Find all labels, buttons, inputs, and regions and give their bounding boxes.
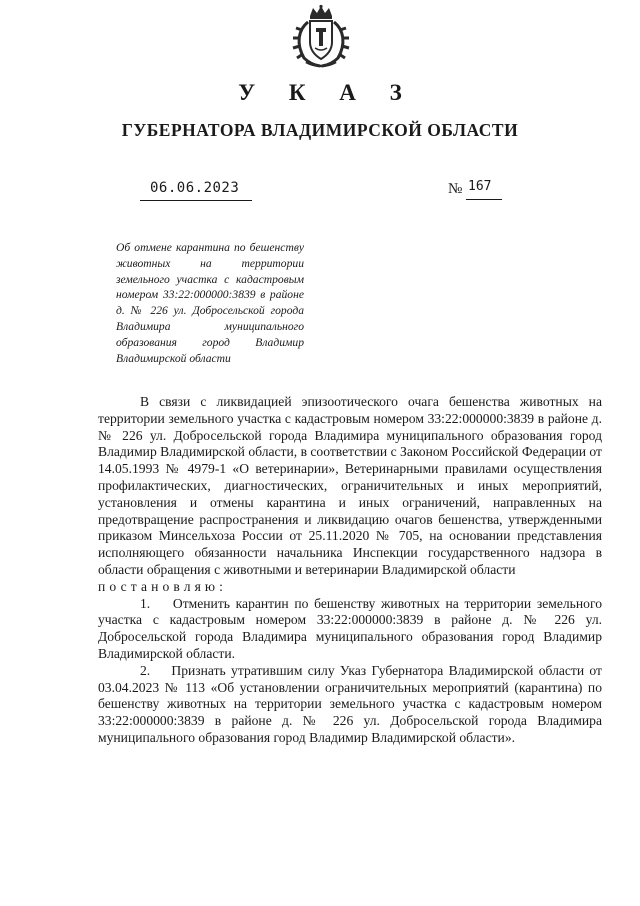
document-body bbox=[98, 394, 602, 747]
item-2-paragraph: 2. Признать утратившим силу Указ Губернатора Владимирской области от 03.04.2023 № 113 «Об установлении ограничительных мероприятий (карантина) по бешенству животных на территории земельного участка с кадастровым номером 33:22:000000:3839 в районе д. № 226 ул. Добросельской города Владимира муниципального образования город Владимир Владимирской области». bbox=[98, 662, 602, 745]
document-subject: Об отмене карантина по бешенству животных на территории земельного участка с кадастровым номером 33:22:000000:3839 в районе д. № 226 ул. Добросельской города Владимира муниципального образования город Владимир Владимирской области bbox=[116, 241, 304, 365]
resolution-text: постановляю: bbox=[98, 578, 228, 594]
number-underline bbox=[466, 199, 502, 200]
item-1-paragraph: 1. Отменить карантин по бешенству животных на территории земельного участка с кадастровым номером 33:22:000000:3839 в районе д. № 226 ул. Добросельской города Владимира муниципального образования город Владимир Владимирской области. bbox=[98, 595, 602, 661]
document-number: 167 bbox=[468, 179, 492, 194]
document-date: 06.06.2023 bbox=[150, 180, 240, 196]
coat-of-arms-icon bbox=[290, 4, 352, 70]
number-label: № bbox=[448, 181, 463, 197]
resolution-word bbox=[98, 579, 602, 596]
date-underline bbox=[140, 200, 252, 201]
document-title: У К А З bbox=[238, 80, 416, 105]
document-subtitle: ГУБЕРНАТОРА ВЛАДИМИРСКОЙ ОБЛАСТИ bbox=[121, 120, 519, 140]
preamble-text: В связи с ликвидацией эпизоотического очага бешенства животных на территории земельного участка с кадастровым номером 33:22:000000:3839 в районе д. № 226 ул. Добросельской города Владимира муниципального образования город Владимир Владимирской области, в соответствии с Законом Российской Федерации от 14.05.1993 № 4979-1 «О ветеринарии», Ветеринарными правилами осуществления профилактических, диагностических, ограничительных и иных мероприятий, установления и отмены карантина и иных ограничений, направленных на предотвращение распространения и ликвидацию очагов бешенства, утвержденными приказом Минсельхоза России от 25.11.2020 № 705, на основании представления исполняющего обязанности начальника Инспекции государственного надзора в области обращения с животными и ветеринарии Владимирской области bbox=[98, 394, 602, 577]
preamble-paragraph bbox=[98, 394, 602, 579]
